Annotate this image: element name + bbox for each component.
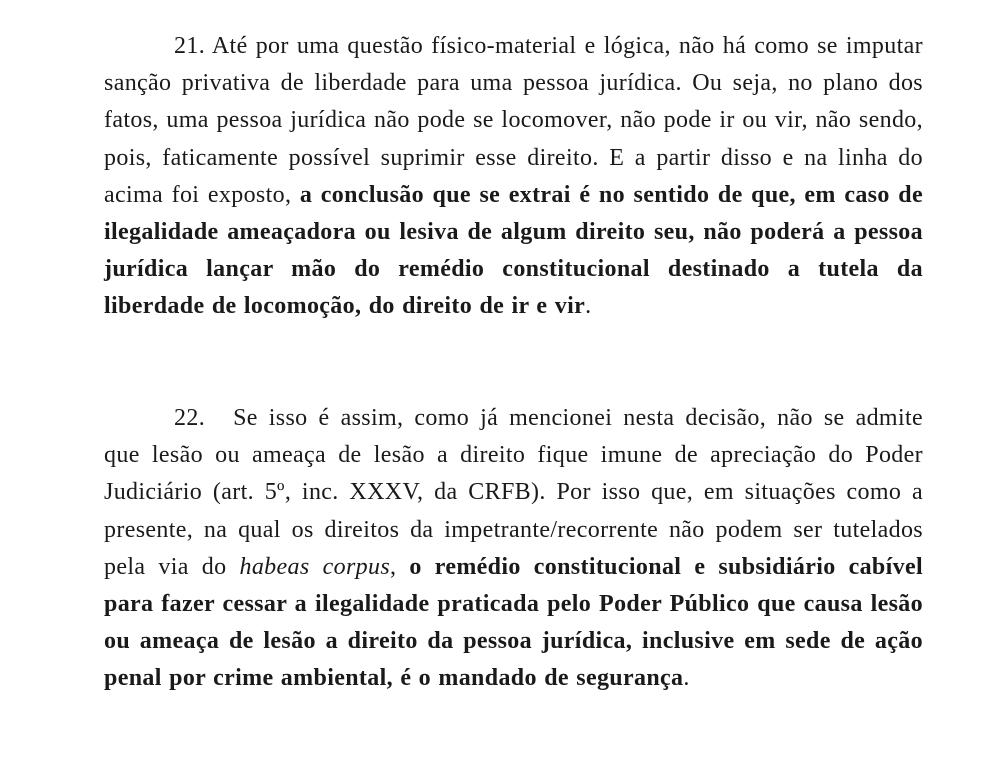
paragraph-number: 21. <box>174 33 206 59</box>
paragraph-end: . <box>683 665 690 692</box>
paragraph-22 <box>104 400 923 698</box>
paragraph-text-continued: , <box>390 553 410 580</box>
paragraph-text: Se isso é assim, como já mencionei nesta decisão, não se admite que lesão ou ameaça de lesão a direito fique imune de apreciação do Poder Judiciário (art. 5º, inc. XXXV, da CRFB). Por isso que, em situações como a presente, na qual os direitos da impetrante/recorrente não podem ser tutelados pela via do <box>104 405 923 580</box>
paragraph-21 <box>104 28 923 326</box>
paragraph-bold-text: a conclusão que se extrai é no sentido de que, em caso de ilegalidade ameaçadora ou lesiva de algum direito seu, não poderá a pessoa jurídica lançar mão do remédio constitucional destinado a tutela da liberdade de locomoção, do direito de ir e vir <box>104 181 923 320</box>
paragraph-text: Até por uma questão físico-material e lógica, não há como se imputar sanção privativa de liberdade para uma pessoa jurídica. Ou seja, no plano dos fatos, uma pessoa jurídica não pode se locomover, não pode ir ou vir, não sendo, pois, faticamente possível suprimir esse direito. E a partir disso e na linha do acima foi exposto, <box>104 33 923 208</box>
paragraph-italic-text: habeas corpus <box>239 553 391 580</box>
paragraph-end: . <box>585 293 592 320</box>
paragraph-number: 22. <box>174 405 206 431</box>
paragraph-bold-text: o remédio constitucional e subsidiário cabível para fazer cessar a ilegalidade praticada pelo Poder Público que causa lesão ou ameaça de lesão a direito da pessoa jurídica, inclusive em sede de ação penal por crime ambiental, é o mandado de segurança <box>104 553 924 692</box>
